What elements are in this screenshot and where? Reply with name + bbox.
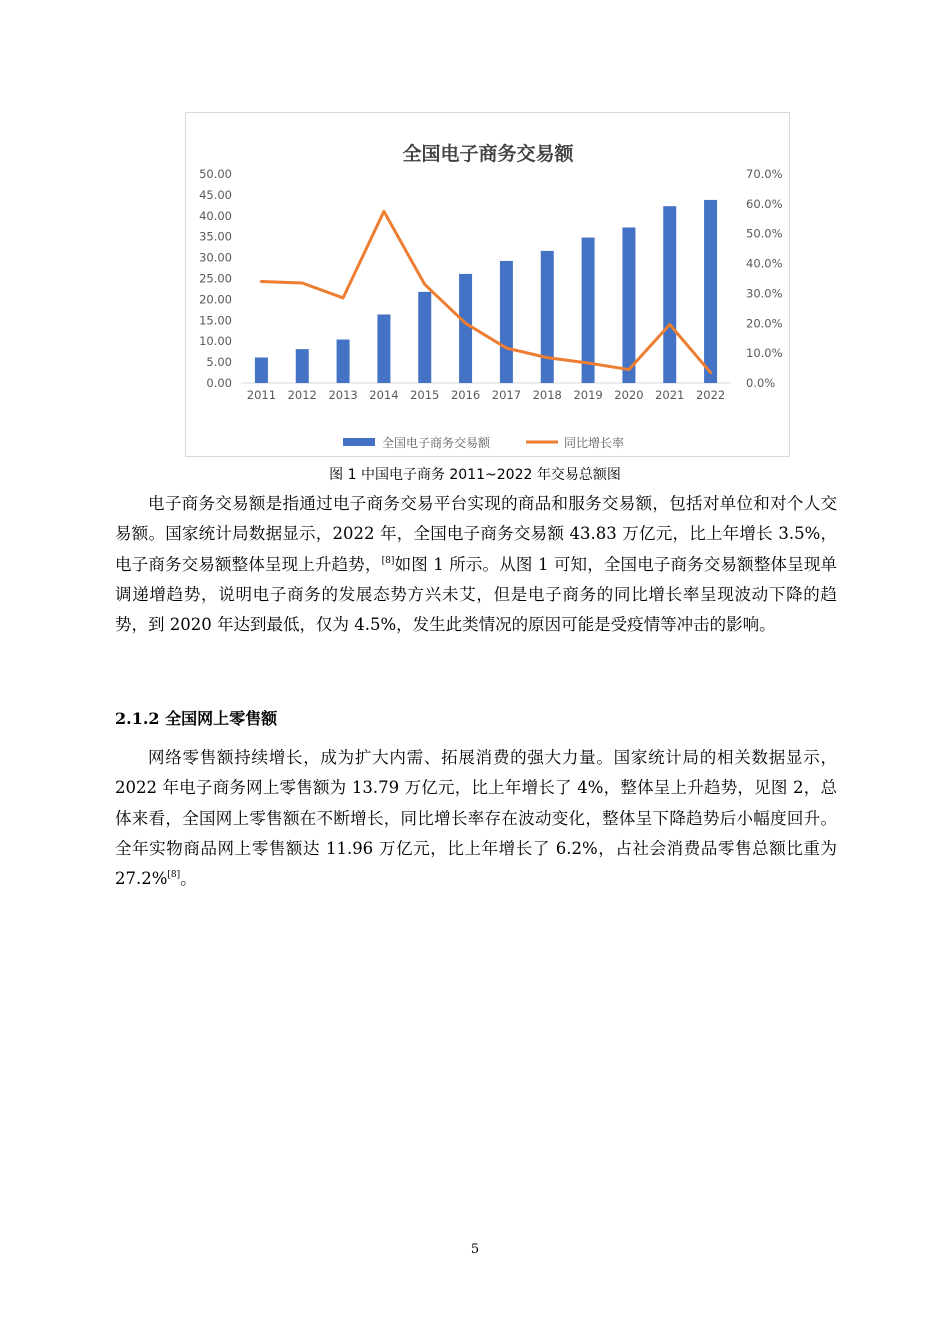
left-axis-tick-label: 20.00	[199, 292, 232, 307]
section-heading: 2.1.2 全国网上零售额	[115, 709, 278, 728]
x-axis-tick-label: 2018	[532, 388, 562, 402]
left-axis-tick-label: 40.00	[199, 208, 232, 223]
x-axis-tick-label: 2013	[328, 388, 358, 402]
paragraph-text: 电子商务交易额是指通过电子商务交易平台实现的商品和服务交易额，包括对单位和对个人交易额。国家统计局数据显示，2022 年，全国电子商务交易额 43.83 万亿元，比上年增长 3.5%，电子商务交易额整体呈现上升趋势，	[115, 494, 837, 574]
paragraph-text: 。	[180, 869, 197, 889]
bar-2018	[541, 251, 554, 383]
figure-caption: 图 1 中国电子商务 2011~2022 年交易总额图	[329, 467, 621, 483]
x-axis-tick-label: 2017	[491, 388, 522, 402]
left-axis-ticks	[199, 167, 232, 390]
bar-2012	[296, 349, 309, 383]
right-axis-tick-label: 50.0%	[746, 226, 783, 241]
legend	[343, 435, 624, 450]
x-axis-tick-label: 2012	[287, 388, 317, 402]
legend-bar-swatch	[343, 438, 375, 446]
left-axis-tick-label: 15.00	[199, 313, 232, 328]
left-axis-tick-label: 35.00	[199, 229, 232, 244]
right-axis-tick-label: 40.0%	[746, 256, 783, 271]
chart-container	[185, 112, 790, 457]
bar-2020	[622, 228, 635, 383]
left-axis-tick-label: 30.00	[199, 250, 232, 265]
x-axis-tick-label: 2020	[614, 388, 644, 402]
right-axis-ticks	[746, 167, 783, 390]
citation-8: [8]	[167, 870, 181, 881]
bar-2022	[704, 200, 717, 383]
right-axis-tick-label: 20.0%	[746, 316, 783, 331]
paragraph-text: 网络零售额持续增长，成为扩大内需、拓展消费的强大力量。国家统计局的相关数据显示，2022 年电子商务网上零售额为 13.79 万亿元，比上年增长了 4%，整体呈上升趋势，见图 2，总体来看，全国网上零售额在不断增长，同比增长率存在波动变化，整体呈下降趋势后小幅度回升。全年实物商品网上零售额达 11.96 万亿元，比上年增长了 6.2%，占社会消费品零售总额比重为 27.2%	[115, 748, 837, 889]
chart-title: 全国电子商务交易额	[402, 143, 574, 165]
bar-2016	[459, 274, 472, 383]
x-axis-tick-label: 2015	[410, 388, 440, 402]
paragraph-online-retail	[115, 743, 837, 894]
legend-line-label: 同比增长率	[564, 436, 625, 450]
x-axis-ticks	[247, 388, 725, 402]
x-axis-tick-label: 2022	[695, 388, 726, 402]
x-axis-tick-label: 2014	[369, 388, 399, 402]
paragraph-ecommerce-volume	[115, 489, 837, 640]
bar-2013	[337, 340, 350, 383]
legend-bar-label: 全国电子商务交易额	[382, 436, 491, 450]
left-axis-tick-label: 25.00	[199, 271, 232, 286]
left-axis-tick-label: 45.00	[199, 187, 232, 202]
right-axis-tick-label: 10.0%	[746, 346, 783, 361]
chart-svg	[186, 113, 791, 458]
right-axis-tick-label: 60.0%	[746, 196, 783, 211]
paragraph-text: 如图 1 所示。从图 1 可知，全国电子商务交易额整体呈现单调递增趋势，说明电子商务的发展态势方兴未艾，但是电子商务的同比增长率呈现波动下降的趋势，到 2020 年达到最低，仅为 4.5%，发生此类情况的原因可能是受疫情等冲击的影响。	[115, 554, 838, 635]
right-axis-tick-label: 70.0%	[746, 167, 783, 181]
bar-2015	[418, 292, 431, 383]
right-axis-tick-label: 30.0%	[746, 286, 783, 301]
bar-2014	[377, 314, 390, 383]
bar-2017	[500, 261, 513, 383]
left-axis-tick-label: 0.00	[206, 376, 232, 390]
x-axis-tick-label: 2011	[246, 388, 277, 402]
bar-2011	[255, 358, 268, 383]
right-axis-tick-label: 0.0%	[746, 376, 776, 390]
left-axis-tick-label: 10.00	[199, 334, 232, 349]
x-axis-tick-label: 2021	[655, 388, 685, 402]
growth-rate-line	[261, 211, 710, 372]
x-axis-tick-label: 2019	[573, 388, 603, 402]
bar-2021	[663, 206, 676, 383]
citation-8: [8]	[381, 555, 395, 566]
left-axis-tick-label: 5.00	[206, 355, 232, 370]
x-axis-tick-label: 2016	[450, 388, 481, 402]
left-axis-tick-label: 50.00	[199, 167, 232, 181]
page-number: 5	[470, 1242, 480, 1257]
